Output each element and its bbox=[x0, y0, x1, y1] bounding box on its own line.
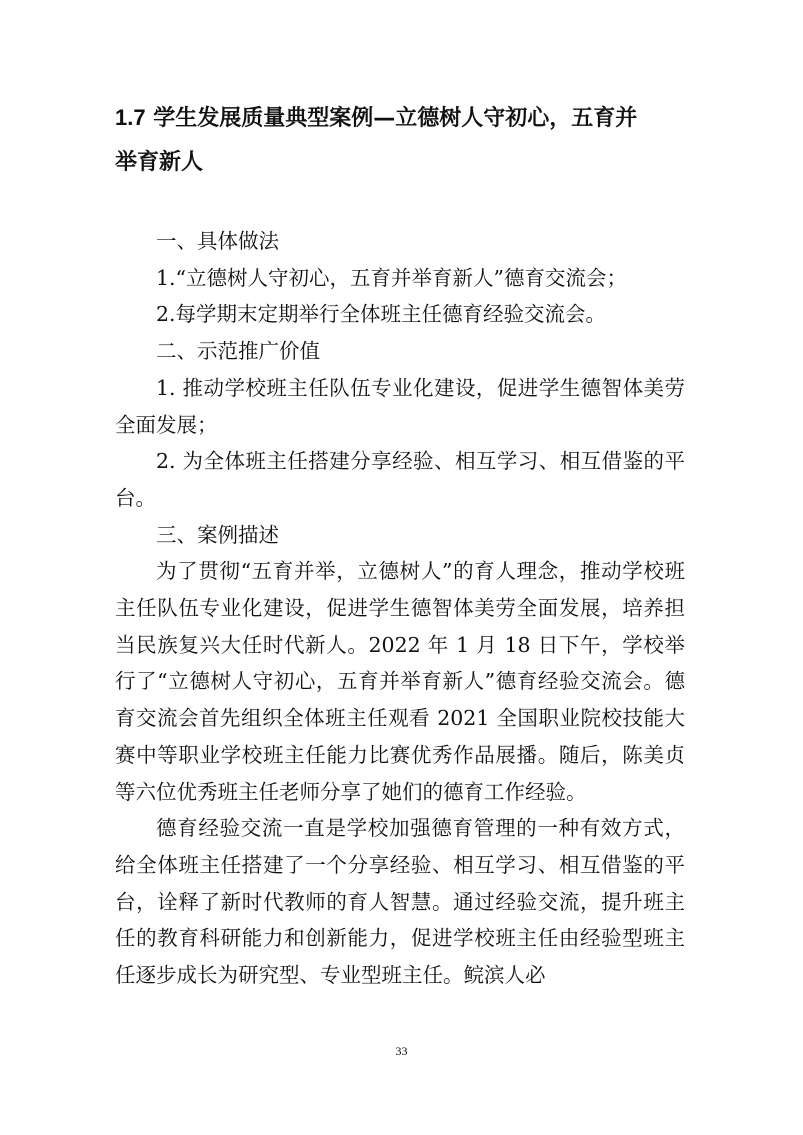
heading-specific-practices: 一、具体做法 bbox=[156, 229, 279, 253]
section-title-line-2: 举育新人 bbox=[115, 150, 204, 175]
case-paragraph-2: 德育经验交流一直是学校加强德育管理的一种有效方式，给全体班主任搭建了一个分享经验、相互学习、相互借鉴的平台，诠释了新时代教师的育人智慧。通过经验交流，提升班主任的教育科研能力和创新能力，促进学校班主任由经验型班主任逐步成长为研究型、专业型班主任。鲩滨人必 bbox=[115, 816, 685, 988]
document-page bbox=[115, 96, 685, 994]
title-spacer bbox=[115, 185, 685, 223]
section-title bbox=[115, 96, 685, 185]
practice-item-2: 2.每学期末定期举行全体班主任德育经验交流会。 bbox=[156, 302, 607, 327]
value-item-1: 1. 推动学校班主任队伍专业化建设，促进学生德智体美劳全面发展； bbox=[115, 375, 685, 437]
value-item-2: 2. 为全体班主任搭建分享经验、相互学习、相互借鉴的平台。 bbox=[115, 449, 685, 510]
page-number: 33 bbox=[395, 1044, 408, 1058]
case-paragraph-1: 为了贯彻“五育并举，立德树人”的育人理念，推动学校班主任队伍专业化建设，促进学生德智体美劳全面发展，培养担当民族复兴大任时代新人。2022 年 1 月 18 日下午，学校举行了“立德树人守初心，五育并举育新人”德育经验交流会。德育交流会首先组织全体班主任观看 2021 全国职业院校技能大赛中等职业学校班主任能力比赛优秀作品展播。随后，陈美贞等六位优秀班主任老师分享了她们的德育工作经验。 bbox=[115, 559, 685, 804]
practice-item-1: 1.“立德树人守初心，五育并举育新人”德育交流会； bbox=[156, 265, 628, 290]
section-number: 1.7 bbox=[115, 105, 146, 130]
heading-case-description: 三、案例描述 bbox=[156, 522, 279, 547]
section-title-line-1: 学生发展质量典型案例—立德树人守初心，五育并 bbox=[153, 106, 638, 131]
heading-demonstration-value: 二、示范推广价值 bbox=[156, 339, 320, 364]
